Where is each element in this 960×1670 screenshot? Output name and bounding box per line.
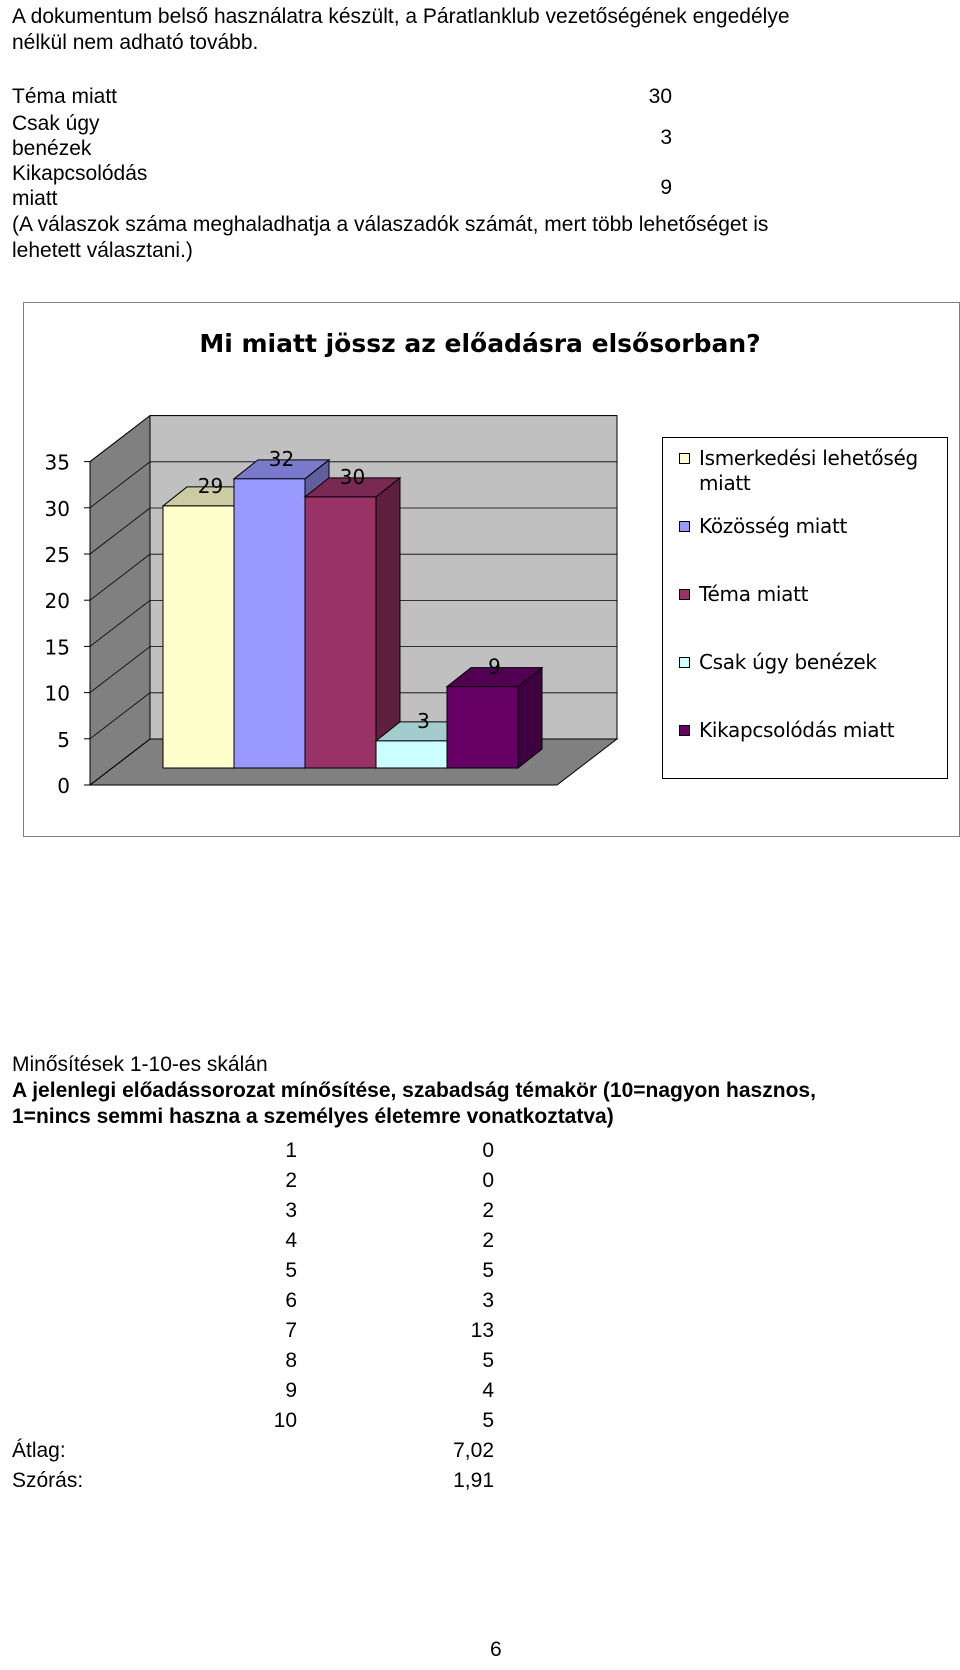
rating-score: 9 <box>285 1379 297 1402</box>
bar-data-label: 9 <box>488 654 501 679</box>
y-tick-label: 15 <box>44 635 70 660</box>
legend-label: Kikapcsolódás miatt <box>699 718 895 742</box>
top-row-value: 9 <box>660 176 672 199</box>
rating-score: 6 <box>285 1289 297 1312</box>
stddev-label: Szórás: <box>12 1469 84 1492</box>
top-row-label: Kikapcsolódás <box>12 162 148 185</box>
chart-title: Mi miatt jössz az előadásra elsősorban? <box>199 329 761 358</box>
bar <box>305 497 376 768</box>
bar <box>447 687 518 768</box>
legend-swatch <box>679 521 690 532</box>
stddev-value: 1,91 <box>453 1469 494 1492</box>
bar <box>234 479 305 768</box>
y-tick-label: 0 <box>57 774 70 798</box>
ratings-title-line-1: A jelenlegi előadássorozat mínősítése, szabadság témakör (10=nagyon hasznos, <box>12 1079 816 1102</box>
rating-score: 2 <box>285 1169 297 1192</box>
note-line-2: lehetett választani.) <box>12 239 193 262</box>
rating-count: 13 <box>470 1319 494 1342</box>
ratings-title-line-2: 1=nincs semmi haszna a személyes életemre vonatkoztatva) <box>12 1105 614 1128</box>
legend-label: Csak úgy benézek <box>699 650 877 674</box>
legend-swatch <box>679 589 690 600</box>
rating-score: 8 <box>285 1349 297 1372</box>
header-line-2: nélkül nem adható tovább. <box>12 31 259 54</box>
average-value: 7,02 <box>453 1439 494 1462</box>
y-tick-label: 35 <box>44 450 70 475</box>
rating-count: 5 <box>482 1409 494 1432</box>
ratings-heading: Minősítések 1-10-es skálán <box>12 1053 268 1076</box>
rating-count: 2 <box>482 1229 494 1252</box>
note-line-1: (A válaszok száma meghaladhatja a válaszadók számát, mert több lehetőséget is <box>12 213 769 236</box>
rating-count: 3 <box>482 1289 494 1312</box>
rating-score: 5 <box>285 1259 297 1282</box>
top-row-label: Csak úgy <box>12 112 100 135</box>
rating-score: 1 <box>285 1139 297 1162</box>
bar-data-label: 30 <box>339 464 366 489</box>
top-row-label: miatt <box>12 187 58 210</box>
legend-label: Téma miatt <box>699 582 809 606</box>
bar <box>376 741 447 768</box>
rating-count: 2 <box>482 1199 494 1222</box>
average-label: Átlag: <box>12 1439 66 1462</box>
rating-count: 5 <box>482 1349 494 1372</box>
top-row-value: 3 <box>660 126 672 149</box>
top-row-value: 30 <box>648 85 672 108</box>
y-tick-label: 10 <box>44 681 70 706</box>
rating-score: 4 <box>285 1229 297 1252</box>
rating-count: 0 <box>482 1169 494 1192</box>
page-number: 6 <box>490 1638 502 1661</box>
rating-score: 10 <box>273 1409 297 1432</box>
legend-swatch <box>679 657 690 668</box>
header-line-1: A dokumentum belső használatra készült, a Páratlanklub vezetőségének engedélye <box>12 5 790 28</box>
rating-score: 7 <box>285 1319 297 1342</box>
chart-side-wall <box>90 416 150 785</box>
bar-data-label: 32 <box>268 446 295 471</box>
legend-label: Közösség miatt <box>699 514 848 538</box>
y-tick-label: 30 <box>44 496 70 521</box>
rating-count: 0 <box>482 1139 494 1162</box>
rating-count: 5 <box>482 1259 494 1282</box>
y-tick-label: 20 <box>44 589 70 614</box>
bar <box>163 506 234 768</box>
top-row-label: Téma miatt <box>12 85 118 108</box>
y-tick-label: 25 <box>44 543 70 567</box>
legend-swatch <box>679 453 690 464</box>
y-tick-label: 5 <box>57 727 70 752</box>
bar-data-label: 3 <box>417 708 430 733</box>
rating-score: 3 <box>285 1199 297 1222</box>
chart-legend <box>662 437 948 779</box>
bar-data-label: 29 <box>197 473 224 498</box>
legend-swatch <box>679 725 690 736</box>
rating-count: 4 <box>482 1379 494 1402</box>
top-row-label: benézek <box>12 137 92 160</box>
legend-label: Ismerkedési lehetőség miatt <box>699 446 918 495</box>
